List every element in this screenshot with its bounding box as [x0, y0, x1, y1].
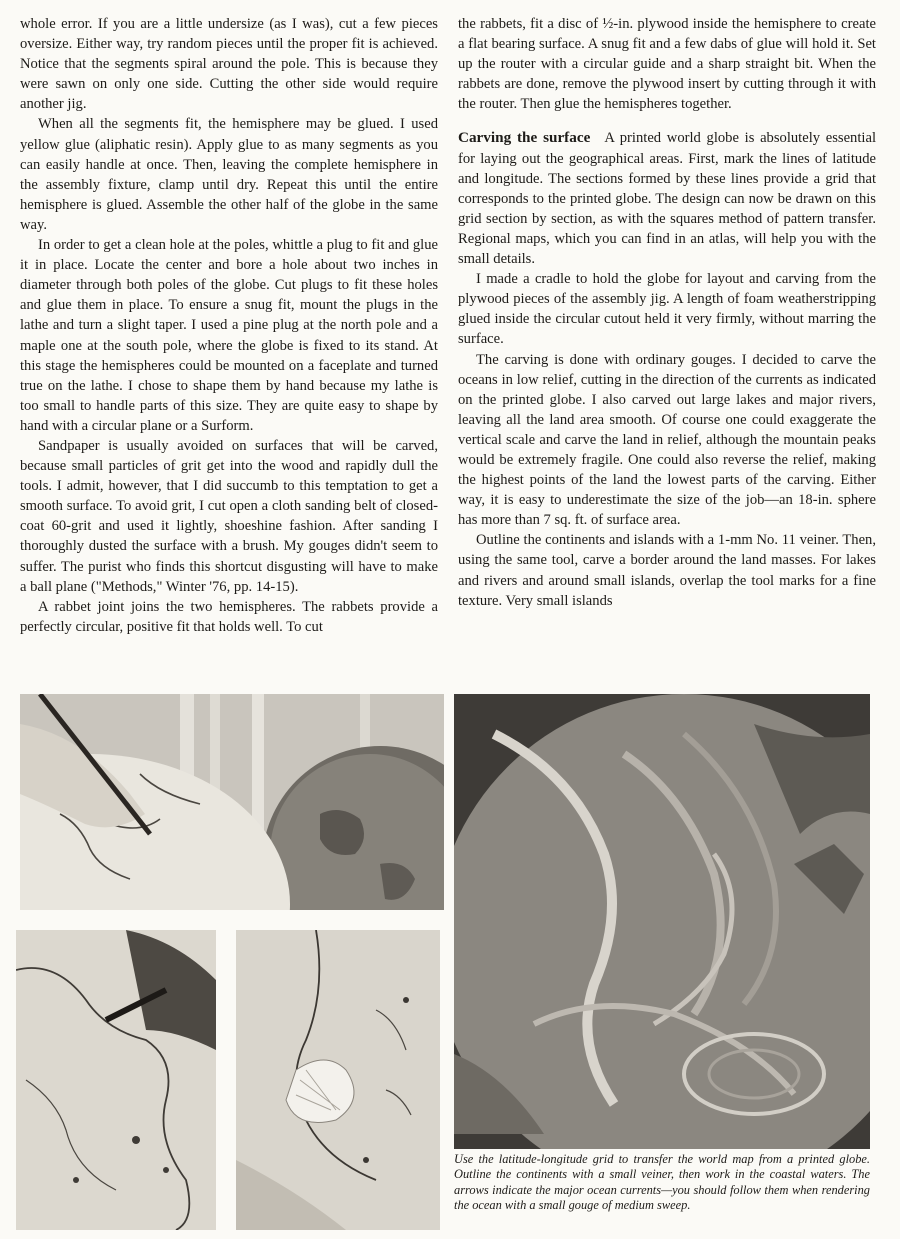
- photo-outlining-continents: [16, 930, 216, 1230]
- paragraph: A rabbet joint joins the two hemispheres. The rabbets provide a perfectly circular, positive fit that holds well. To cut: [20, 598, 438, 635]
- photo-carved-globe: [454, 694, 870, 1149]
- paragraph: whole error. If you are a little undersize (as I was), cut a few pieces oversize. Either way, try random pieces until the proper fit is achieved. Notice that the segments spiral around the pole. This is because they were sawn on only one side. Cutting the other side would require another jig.: [20, 16, 438, 113]
- paragraph: The carving is done with ordinary gouges. I decided to carve the oceans in low relief, cutting in the direction of the currents as indicated on the printed globe. I also carved out large lakes and major rivers, leaving all the land area smooth. Of course one could exaggerate the vertical scale and carve the land in relief, although the mountain peaks would be extremely fragile. One could also reverse the relief, making the highest points of the land the lowest parts of the carving. Either way, it is easy to underestimate the size of the job—an 18-in. sphere has more than 7 sq. ft. of surface area.: [458, 351, 876, 529]
- section-heading: Carving the surface: [458, 129, 591, 147]
- left-text-column: [20, 14, 438, 637]
- section-first-text: A printed world globe is absolutely essential for laying out the geographical areas. First, mark the lines of latitude and longitude. The sections formed by these lines provide a grid that corresponds to the printed globe. The design can now be drawn on this grid section by section, as with the squares method of pattern transfer. Regional maps, which you can find in an atlas, will help you with the small details.: [458, 130, 876, 268]
- paragraph: In order to get a clean hole at the poles, whittle a plug to fit and glue it in place. Locate the center and bore a hole about two inches in diameter through both poles of the globe. Cut plugs to fit these holes and glue them in place. To ensure a snug fit, mount the plugs in the lathe and turn a slight taper. I used a pine plug at the north pole and a maple one at the south pole, where the globe is fixed to its stand. At this stage the hemispheres could be mounted on a faceplate and turned true on the lathe. I chose to shape them by hand because my lathe is too small to handle parts of this size. They are quite easy to shape by hand with a circular plane or a Surform.: [20, 237, 438, 434]
- photo-drawing-on-globe: [20, 694, 444, 910]
- paragraph: When all the segments fit, the hemisphere may be glued. I used yellow glue (aliphatic resin). Apply glue to as many segments as you can easily handle at once. Then, leaving the complete hemisphere in the assembly fixture, clamp until dry. Repeat this until the entire hemisphere is glued. Assemble the other half of the globe in the same way.: [20, 116, 438, 233]
- paragraph: Sandpaper is usually avoided on surfaces that will be carved, because small particles of grit get into the wood and rapidly dull the tools. I admit, however, that I did succumb to this temptation to get a smooth surface. To avoid grit, I cut open a cloth sanding belt of closed-coat 60-grit and used it lightly, shoeshine fashion. After sanding I thoroughly dusted the surface with a brush. My gouges didn't seem to suffer. The purist who finds this shortcut disgusting will have to make a ball plane ("Methods," Winter '76, pp. 14-15).: [20, 437, 438, 595]
- paragraph: Outline the continents and islands with a 1-mm No. 11 veiner. Then, using the same tool, carve a border around the land masses. For lakes and rivers and around small islands, overlap the tool marks for a fine texture. Very small islands: [458, 532, 876, 609]
- paragraph: the rabbets, fit a disc of ½-in. plywood inside the hemisphere to create a flat bearing surface. A snug fit and a few dabs of glue will hold it. Set up the router with a circular guide and a sharp straight bit. When the rabbets are done, remove the plywood insert by cutting through it with the router. Then glue the hemispheres together.: [458, 16, 876, 113]
- photo-carving-coastal-waters: [236, 930, 440, 1230]
- section-paragraph: [458, 128, 876, 269]
- right-text-column: [458, 14, 876, 611]
- paragraph: I made a cradle to hold the globe for layout and carving from the plywood pieces of the assembly jig. A length of foam weatherstripping glued inside the circular cutout held it very firmly, without marring the surface.: [458, 271, 876, 348]
- photo-caption: Use the latitude-longitude grid to transfer the world map from a printed globe. Outline the continents with a small veiner, then work in the coastal waters. The arrows indicate the major ocean currents—you should follow them when rendering the ocean with a small gouge of medium sweep.: [454, 1152, 870, 1213]
